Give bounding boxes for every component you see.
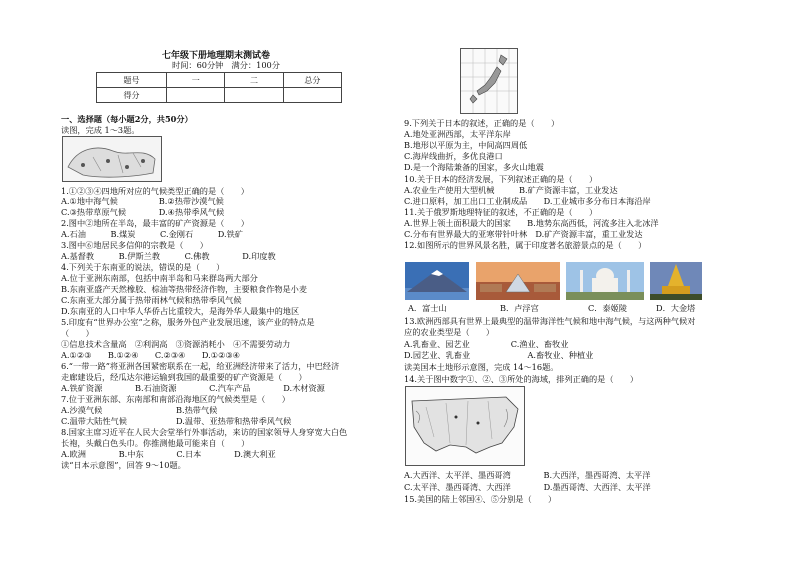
score-input-cell[interactable] bbox=[167, 88, 225, 103]
answer-option: C.温带大陆性气候 D.温带、亚热带和热带季风气候 bbox=[61, 416, 292, 426]
score-table-cell: 二 bbox=[225, 73, 283, 88]
answer-option: A.位于亚洲东南部，包括中南半岛和马来群岛两大部分 bbox=[61, 273, 258, 283]
answer-option: ①信息技术含量高 ②利润高 ③资源消耗小 ④不需要劳动力 bbox=[61, 339, 291, 349]
answer-option: C.分布有世界最大的亚寒带针叶林 D.矿产资源丰富，重工业发达 bbox=[404, 229, 643, 239]
score-table-cell: 题号 bbox=[97, 73, 167, 88]
text-line: 读美国本土地形示意图，完成 14～16题。 bbox=[404, 362, 559, 372]
photo-shwedagon bbox=[650, 262, 702, 300]
answer-option: A.基督教 B.伊斯兰教 C.佛教 D.印度教 bbox=[61, 251, 276, 261]
question-stem: 15.美国的陆上邻国④、⑤分别是（ ） bbox=[404, 494, 557, 504]
photo-caption: A．富士山 bbox=[408, 303, 447, 313]
answer-option: B.东南亚盛产天然橡胶、棕油等热带经济作物，主要粮食作物是小麦 bbox=[61, 284, 308, 294]
score-table-cell: 得分 bbox=[97, 88, 167, 103]
question-stem: 应的农业类型是（ ） bbox=[404, 327, 495, 337]
asia-map-icon bbox=[63, 137, 161, 181]
score-table-row bbox=[97, 88, 342, 103]
question-stem: 7.位于亚洲东部、东南部和南部沿海地区的气候类型是（ ） bbox=[61, 394, 290, 404]
asia-map-figure bbox=[62, 136, 162, 182]
question-stem: 走廊建设后，经瓜达尔港运输到我国的最重要的矿产资源是（ ） bbox=[61, 372, 307, 382]
page-title: 七年级下册地理期末测试卷 bbox=[162, 51, 271, 61]
museum-icon bbox=[476, 262, 560, 300]
answer-option: A.农业生产使用大型机械 B.矿产资源丰富，工业发达 bbox=[404, 185, 618, 195]
exam-time-info: 时间：60分钟 满分：100分 bbox=[172, 60, 280, 70]
taj-mahal-icon bbox=[566, 262, 644, 300]
section-heading: 一、选择题（每小题2分，共50分） bbox=[61, 114, 193, 124]
photo-caption: B．卢浮宫 bbox=[500, 303, 539, 313]
question-stem: 1.①②③④四地所对应的气候类型正确的是（ ） bbox=[61, 186, 249, 196]
japan-map-icon bbox=[461, 49, 517, 113]
question-stem: 4.下列关于东南亚的说法，错误的是（ ） bbox=[61, 262, 225, 272]
photo-taj-mahal bbox=[566, 262, 644, 300]
usa-map-icon bbox=[406, 387, 524, 465]
score-table bbox=[96, 72, 342, 103]
text-line: 读图，完成 1～3题。 bbox=[61, 125, 140, 135]
score-input-cell[interactable] bbox=[225, 88, 283, 103]
answer-option: A.石油 B.煤炭 C.金刚石 D.铁矿 bbox=[61, 229, 243, 239]
pagoda-icon bbox=[650, 262, 702, 300]
question-stem: 13.欧洲西部具有世界上最典型的温带海洋性气候和地中海气候，与这两种气候对 bbox=[404, 316, 696, 326]
answer-option: B.地形以平原为主，中间高四周低 bbox=[404, 140, 528, 150]
question-stem: 2.图中②地所在半岛，最丰富的矿产资源是（ ） bbox=[61, 218, 249, 228]
text-line: 读“日本示意图”，回答 9～10题。 bbox=[61, 460, 186, 470]
answer-option: C.进口原料，加工出口工业制成品 D.工业城市多分布日本海沿岸 bbox=[404, 196, 651, 206]
answer-option: C.东南亚大部分属于热带雨林气候和热带季风气候 bbox=[61, 295, 242, 305]
question-stem: 长袍，头戴白色头巾。你推测他最可能来自（ ） bbox=[61, 438, 250, 448]
usa-map-figure bbox=[405, 386, 525, 466]
japan-map-figure bbox=[460, 48, 518, 114]
answer-option: D.东南亚的人口中华人华侨占比重较大，是海外华人最集中的地区 bbox=[61, 306, 300, 316]
score-table-row bbox=[97, 73, 342, 88]
answer-option: C.③热带草原气候 D.④热带季风气候 bbox=[61, 207, 225, 217]
question-stem: 6.“一带一路”将亚洲各国紧密联系在一起，给亚洲经济带来了活力，中巴经济 bbox=[61, 361, 340, 371]
answer-option: C.太平洋、墨西哥湾、大西洋 D.墨西哥湾、大西洋、太平洋 bbox=[404, 482, 651, 492]
question-stem: 8.国家主席习近平在人民大会堂举行外事活动，来访的国家领导人身穿宽大白色 bbox=[61, 427, 348, 437]
question-stem: 12.如图所示的世界风景名胜，属于印度著名旅游景点的是（ ） bbox=[404, 240, 647, 250]
question-stem: 5.印度有“世界办公室”之称，服务外包产业发展迅速，该产业的特点是 bbox=[61, 317, 315, 327]
answer-option: D.是一个海陆兼备的国家，多火山地震 bbox=[404, 162, 544, 172]
question-stem: （ ） bbox=[61, 328, 94, 338]
answer-option: A.①地中海气候 B.②热带沙漠气候 bbox=[61, 196, 224, 206]
photo-mount-fuji bbox=[405, 262, 469, 300]
score-table-cell: 一 bbox=[167, 73, 225, 88]
answer-option: D.园艺业、乳畜业 A.畜牧业、种植业 bbox=[404, 350, 594, 360]
answer-option: A.①②③ B.①②④ C.②③④ D.①②③④ bbox=[61, 350, 241, 360]
photo-louvre bbox=[476, 262, 560, 300]
answer-option: A.欧洲 B.中东 C.日本 D.澳大利亚 bbox=[61, 449, 276, 459]
photo-caption: D．大金塔 bbox=[656, 303, 696, 313]
question-stem: 14.关于图中数字①、②、③所处的海域，排列正确的是（ ） bbox=[404, 374, 639, 384]
answer-option: A.世界上领土面积最大的国家 B.地势东高西低，河流多注入北冰洋 bbox=[404, 218, 659, 228]
score-input-cell[interactable] bbox=[283, 88, 341, 103]
answer-option: A.沙漠气候 B.热带气候 bbox=[61, 405, 218, 415]
answer-option: A.地处亚洲西部，太平洋东岸 bbox=[404, 129, 511, 139]
score-table-cell: 总分 bbox=[283, 73, 341, 88]
answer-option: A.铁矿资源 B.石油资源 C.汽车产品 D.木材资源 bbox=[61, 383, 325, 393]
question-stem: 9.下列关于日本的叙述，正确的是（ ） bbox=[404, 118, 560, 128]
mountain-icon bbox=[405, 262, 469, 300]
answer-option: A.大西洋、太平洋、墨西哥湾 B.大西洋，墨西哥湾、太平洋 bbox=[404, 470, 651, 480]
answer-option: C.海岸线曲折，多优良港口 bbox=[404, 151, 503, 161]
answer-option: A.乳畜业、园艺业 C.渔业、畜牧业 bbox=[404, 339, 569, 349]
question-stem: 10.关于日本的经济发展，下列叙述正确的是（ ） bbox=[404, 174, 598, 184]
question-stem: 11.关于俄罗斯地理特征的叙述，不正确的是（ ） bbox=[404, 207, 598, 217]
photo-caption: C．泰姬陵 bbox=[588, 303, 628, 313]
question-stem: 3.图中⑥地居民多信仰的宗教是（ ） bbox=[61, 240, 208, 250]
